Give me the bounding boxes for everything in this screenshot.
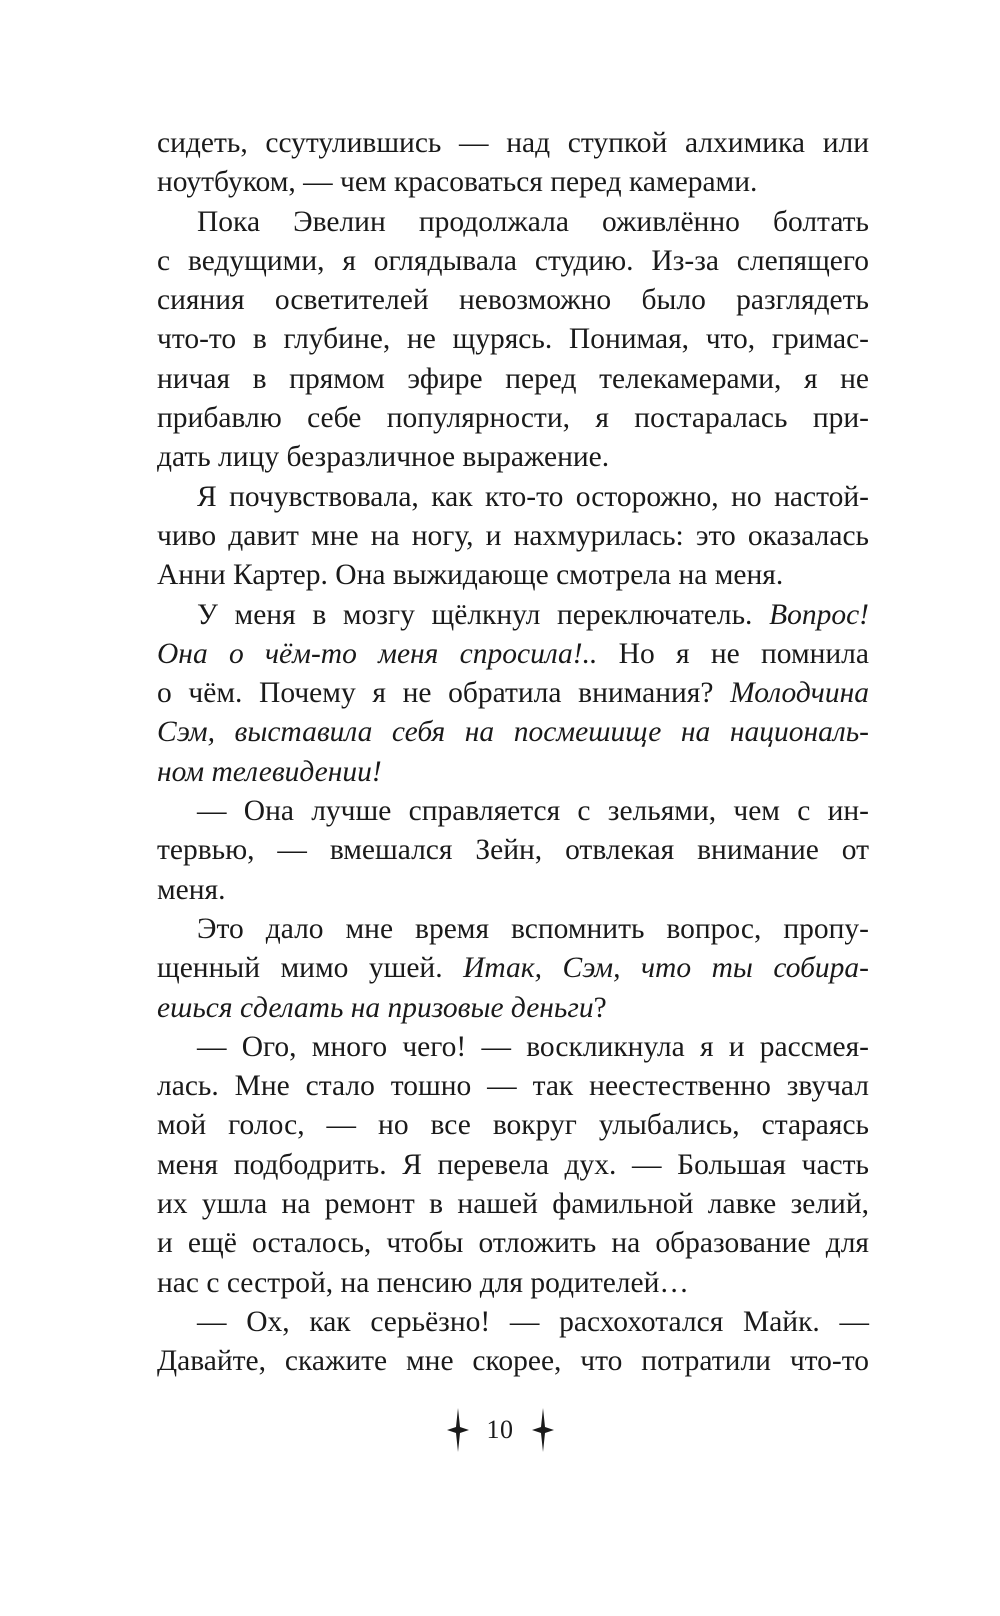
text-line (157, 753, 869, 792)
text-line: ничая в прямом эфире перед телекамерами, я не (157, 362, 869, 395)
text-span: ? (593, 991, 607, 1024)
text-line: меня подбодрить. Я перевела дух. — Большая часть (157, 1148, 869, 1181)
text-line: Давайте, скажите мне скорее, что потратили что-то (157, 1345, 869, 1378)
page-footer (0, 1405, 1000, 1455)
text-line: ноутбуком, — чем красоваться перед камерами. (157, 166, 758, 199)
text-line (157, 713, 869, 752)
text-line: дать лицу безразличное выражение. (157, 441, 610, 474)
text-line (157, 635, 869, 674)
italic-text: Итак, Сэм, что ты собира- (463, 952, 869, 985)
text-line: прибавлю себе популярности, я постаралась при- (157, 402, 869, 435)
italic-text: Вопрос! (769, 598, 869, 631)
text-line: мой голос, — но все вокруг улыбались, стараясь (157, 1109, 869, 1142)
text-line: — Ого, много чего! — воскликнула я и рассмея- (197, 1030, 869, 1063)
text-line (157, 989, 869, 1028)
italic-text: ешься сделать на призовые деньги (157, 991, 594, 1024)
right-star-icon (532, 1408, 554, 1452)
text-line: и ещё осталось, чтобы отложить на образование для (157, 1227, 869, 1260)
text-line: нас с сестрой, на пенсию для родителей… (157, 1266, 689, 1299)
text-line: сияния осветителей невозможно было разглядеть (157, 284, 869, 317)
text-line: их ушла на ремонт в нашей фамильной лавке зелий, (157, 1188, 869, 1221)
text-line (157, 949, 869, 988)
text-line: что-то в глубине, не щурясь. Понимая, что, гримас- (157, 323, 869, 356)
italic-text: ном телевидении! (157, 755, 382, 788)
page-body-text (157, 124, 869, 1382)
text-span: о чём. Почему я не обратила внимания? (157, 677, 731, 710)
text-span: щенный мимо ушей. (157, 952, 464, 985)
text-line: тервью, — вмешался Зейн, отвлекая внимание от (157, 834, 869, 867)
text-line: лась. Мне стало тошно — так неестественно звучал (157, 1070, 869, 1103)
left-star-icon (447, 1408, 469, 1452)
italic-text: Она о чём-то меня спросила!.. (157, 637, 598, 670)
text-line: сидеть, ссутулившись — над ступкой алхимика или (157, 127, 869, 159)
text-span: Но я не помнила (597, 637, 869, 670)
text-line: меня. (157, 873, 226, 906)
text-line: Анни Картер. Она выжидающе смотрела на меня. (157, 559, 784, 592)
text-line: Это дало мне время вспомнить вопрос, пропу- (197, 912, 869, 945)
text-line: — Ох, как серьёзно! — расхохотался Майк. — (197, 1305, 869, 1338)
text-line: с ведущими, я оглядывала студию. Из-за слепящего (157, 244, 869, 277)
text-line (157, 674, 869, 713)
page-number: 10 (486, 1415, 514, 1444)
text-line: чиво давит мне на ногу, и нахмурилась: это оказалась (157, 519, 869, 552)
text-line: — Она лучше справляется с зельями, чем с ин- (197, 795, 869, 828)
text-line (157, 596, 869, 635)
italic-text: Молодчина (730, 677, 869, 710)
text-line: Пока Эвелин продолжала оживлённо болтать (197, 205, 869, 238)
text-line: Я почувствовала, как кто-то осторожно, но настой- (197, 480, 869, 513)
italic-text: Сэм, выставила себя на посмешище на националь- (157, 716, 869, 749)
text-span: У меня в мозгу щёлкнул переключатель. (197, 598, 770, 631)
